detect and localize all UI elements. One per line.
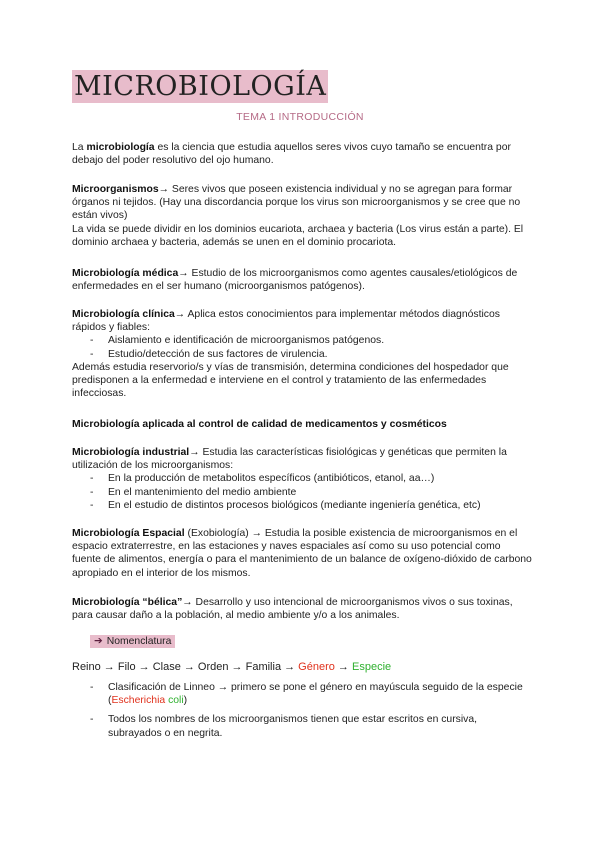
industrial-term: Microbiología industrial xyxy=(72,447,190,458)
aplicada-heading: Microbiología aplicada al control de calidad de medicamentos y cosméticos xyxy=(72,419,447,430)
medica-text: Estudio de los microorganismos como agentes causales/etiológicos de enfermedades en el ser humano (microorganismos patógenos). xyxy=(72,268,518,293)
microorganismos-term: Microorganismos xyxy=(72,184,159,195)
arrow-right-icon: ➔ xyxy=(94,636,103,647)
espacial-section xyxy=(72,527,532,580)
taxonomy-genero: Género xyxy=(298,661,335,673)
nomenclatura-label: Nomenclatura xyxy=(106,636,172,647)
nom-item1-genus: Escherichia xyxy=(111,695,166,707)
belica-term: Microbiología “bélica” xyxy=(72,597,183,608)
industrial-section xyxy=(72,446,532,512)
medica-section xyxy=(72,267,532,293)
clinica-list xyxy=(72,334,532,360)
intro-paragraph xyxy=(72,141,532,167)
microorganismos-text: Seres vivos que poseen existencia individual y no se agregan para formar órganos ni tejidos. (Hay una discordancia porque los virus son microorganismos y se cree que no están vivos) xyxy=(72,184,521,222)
clinica-term: Microbiología clínica xyxy=(72,309,175,320)
list-item: - Estudio/detección de sus factores de virulencia. xyxy=(72,348,532,361)
nom-item1-species: coli xyxy=(165,695,184,707)
list-item: - En el mantenimiento del medio ambiente xyxy=(72,486,532,499)
clinica-section xyxy=(72,308,532,400)
nom-item1-close: ) xyxy=(183,695,188,707)
list-item: - Todos los nombres de los microorganismos tienen que estar escritos en cursiva, subrayados o en negrita. xyxy=(72,713,532,739)
nomenclatura-list xyxy=(72,681,532,740)
clinica-text: Aplica estos conocimientos para implementar métodos diagnósticos rápidos y fiables: xyxy=(72,309,500,334)
microorganismos-section xyxy=(72,183,532,249)
medica-term: Microbiología médica xyxy=(72,268,179,279)
list-item: - En el estudio de distintos procesos biológicos (mediante ingeniería genética, etc) xyxy=(72,499,532,512)
arrow-glyph: → xyxy=(174,309,186,320)
title-wrap xyxy=(72,70,328,103)
nom-item1-text: Clasificación de Linneo → primero se pone el género en mayúscula seguido de la especie ( xyxy=(108,682,523,707)
taxonomy-sep: → xyxy=(334,661,352,673)
arrow-glyph: → xyxy=(182,597,193,608)
list-item xyxy=(72,681,532,707)
page-title: MICROBIOLOGÍA xyxy=(74,71,327,102)
nomenclatura-highlight xyxy=(90,635,175,648)
list-item: - Aislamiento e identificación de microorganismos patógenos. xyxy=(72,334,532,347)
aplicada-section xyxy=(72,418,532,431)
arrow-glyph: → xyxy=(178,268,189,279)
page-subtitle: TEMA 1 INTRODUCCIÓN xyxy=(236,111,364,123)
intro-text: es la ciencia que estudia aquellos seres vivos cuyo tamaño se encuentra por debajo del poder resolutivo del ojo humano. xyxy=(72,142,511,167)
arrow-glyph: → xyxy=(189,447,200,458)
nomenclatura-heading xyxy=(90,635,550,648)
intro-term: microbiología xyxy=(86,142,155,153)
belica-text: Desarrollo y uso intencional de microorganismos vivos o sus toxinas, para causar daño a la población, al medio ambiente y/o a los animales. xyxy=(72,597,513,622)
taxonomy-especie: Especie xyxy=(352,661,392,673)
taxonomy-prefix: Reino → Filo → Clase → Orden → Familia → xyxy=(72,661,299,673)
intro-pre: La xyxy=(72,142,87,153)
taxonomy-line xyxy=(72,661,532,674)
clinica-text2: Además estudia reservorio/s y vías de transmisión, determina condiciones del hospedador que predisponen a la enfermedad e interviene en el control y tratamiento de las enfermedades infecciosas. xyxy=(72,361,509,400)
industrial-list xyxy=(72,472,532,512)
arrow-glyph: → xyxy=(158,184,169,195)
list-item: - En la producción de metabolitos específicos (antibióticos, etanol, aa…) xyxy=(72,472,532,485)
industrial-text: Estudia las características fisiológicas y genéticas que permiten la utilización de los microorganismos: xyxy=(72,447,507,472)
espacial-term: Microbiología Espacial xyxy=(72,528,185,539)
microorganismos-text2: La vida se puede dividir en los dominios eucariota, archaea y bacteria (Los virus están a parte). El dominio archaea y bacteria, además se unen en el dominio procariota. xyxy=(72,223,524,248)
belica-section xyxy=(72,596,532,622)
espacial-text: (Exobiología) → Estudia la posible existencia de microorganismos en el espacio extraterrestre, en las estaciones y naves espaciales así como su uso potencial como fuente de alimentos, energía o para el mantenimiento de un balance de oxígeno-dióxido de carbono apropiado en el interior de los mismos. xyxy=(72,528,532,579)
